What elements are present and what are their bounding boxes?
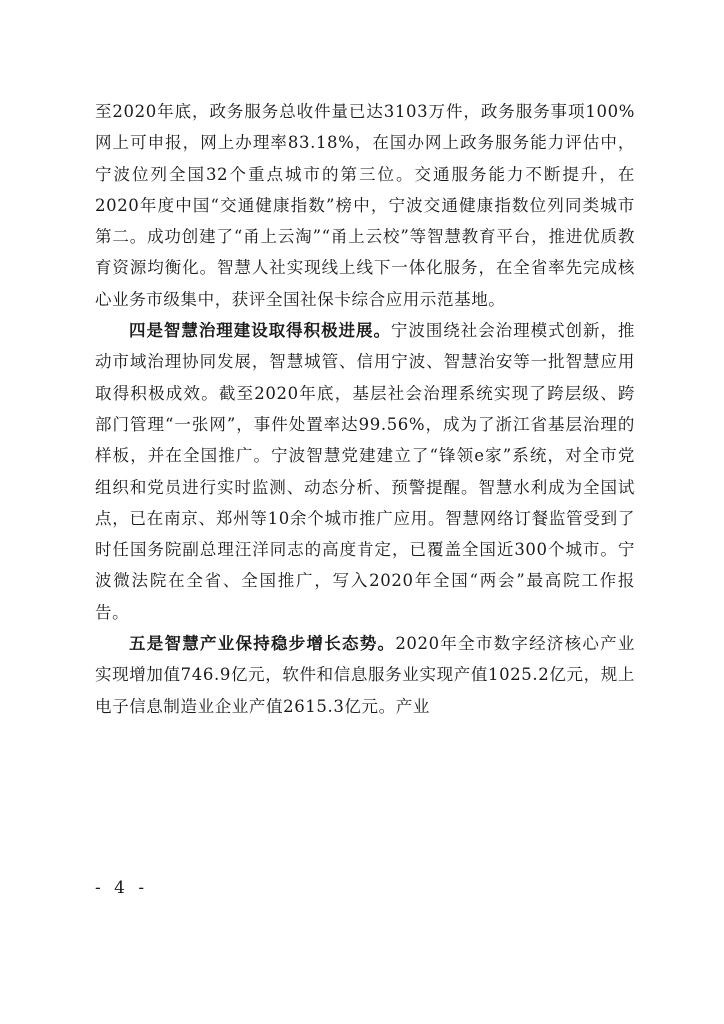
paragraph-text: 至2020年底，政务服务总收件量已达3103万件，政务服务事项100%网上可申报，网上办理率83.18%，在国办网上政务服务能力评估中，宁波位列全国32个重点城市的第三位。交通服务能力不断提升，在2020年度中国“交通健康指数”榜中，宁波交通健康指数位列同类城市第二。成功创建了“甬上云淘”“甬上云校”等智慧教育平台，推进优质教育资源均衡化。智慧人社实现线上线下一体化服务，在全省率先完成核心业务市级集中，获评全国社保卡综合应用示范基地。 (95, 102, 635, 309)
body-text (95, 96, 635, 722)
paragraph-lead: 四是智慧治理建设取得积极进展。 (129, 321, 391, 341)
paragraph-continuation (95, 96, 635, 315)
paragraph-text: 宁波围绕社会治理模式创新，推动市域治理协同发展，智慧城管、信用宁波、智慧治安等一批智慧应用取得积极成效。截至2020年底，基层社会治理系统实现了跨层级、跨部门管理“一张网”，事件处置率达99.56%，成为了浙江省基层治理的样板，并在全国推广。宁波智慧党建建立了“锋领e家”系统，对全市党组织和党员进行实时监测、动态分析、预警提醒。智慧水利成为全国试点，已在南京、郑州等10余个城市推广应用。智慧网络订餐监管受到了时任国务院副总理汪洋同志的高度肯定，已覆盖全国近300个城市。宁波微法院在全省、全国推广，写入2020年全国“两会”最高院工作报告。 (95, 321, 636, 622)
paragraph-lead: 五是智慧产业保持稳步增长态势。 (129, 634, 396, 654)
paragraph-smart-governance (95, 315, 635, 628)
paragraph-smart-industry (95, 628, 635, 722)
paragraph-text: 2020年全市数字经济核心产业实现增加值746.9亿元，软件和信息服务业实现产值1025.2亿元，规上电子信息制造业企业产值2615.3亿元。产业 (95, 634, 635, 716)
page-number: - 4 - (95, 878, 149, 898)
